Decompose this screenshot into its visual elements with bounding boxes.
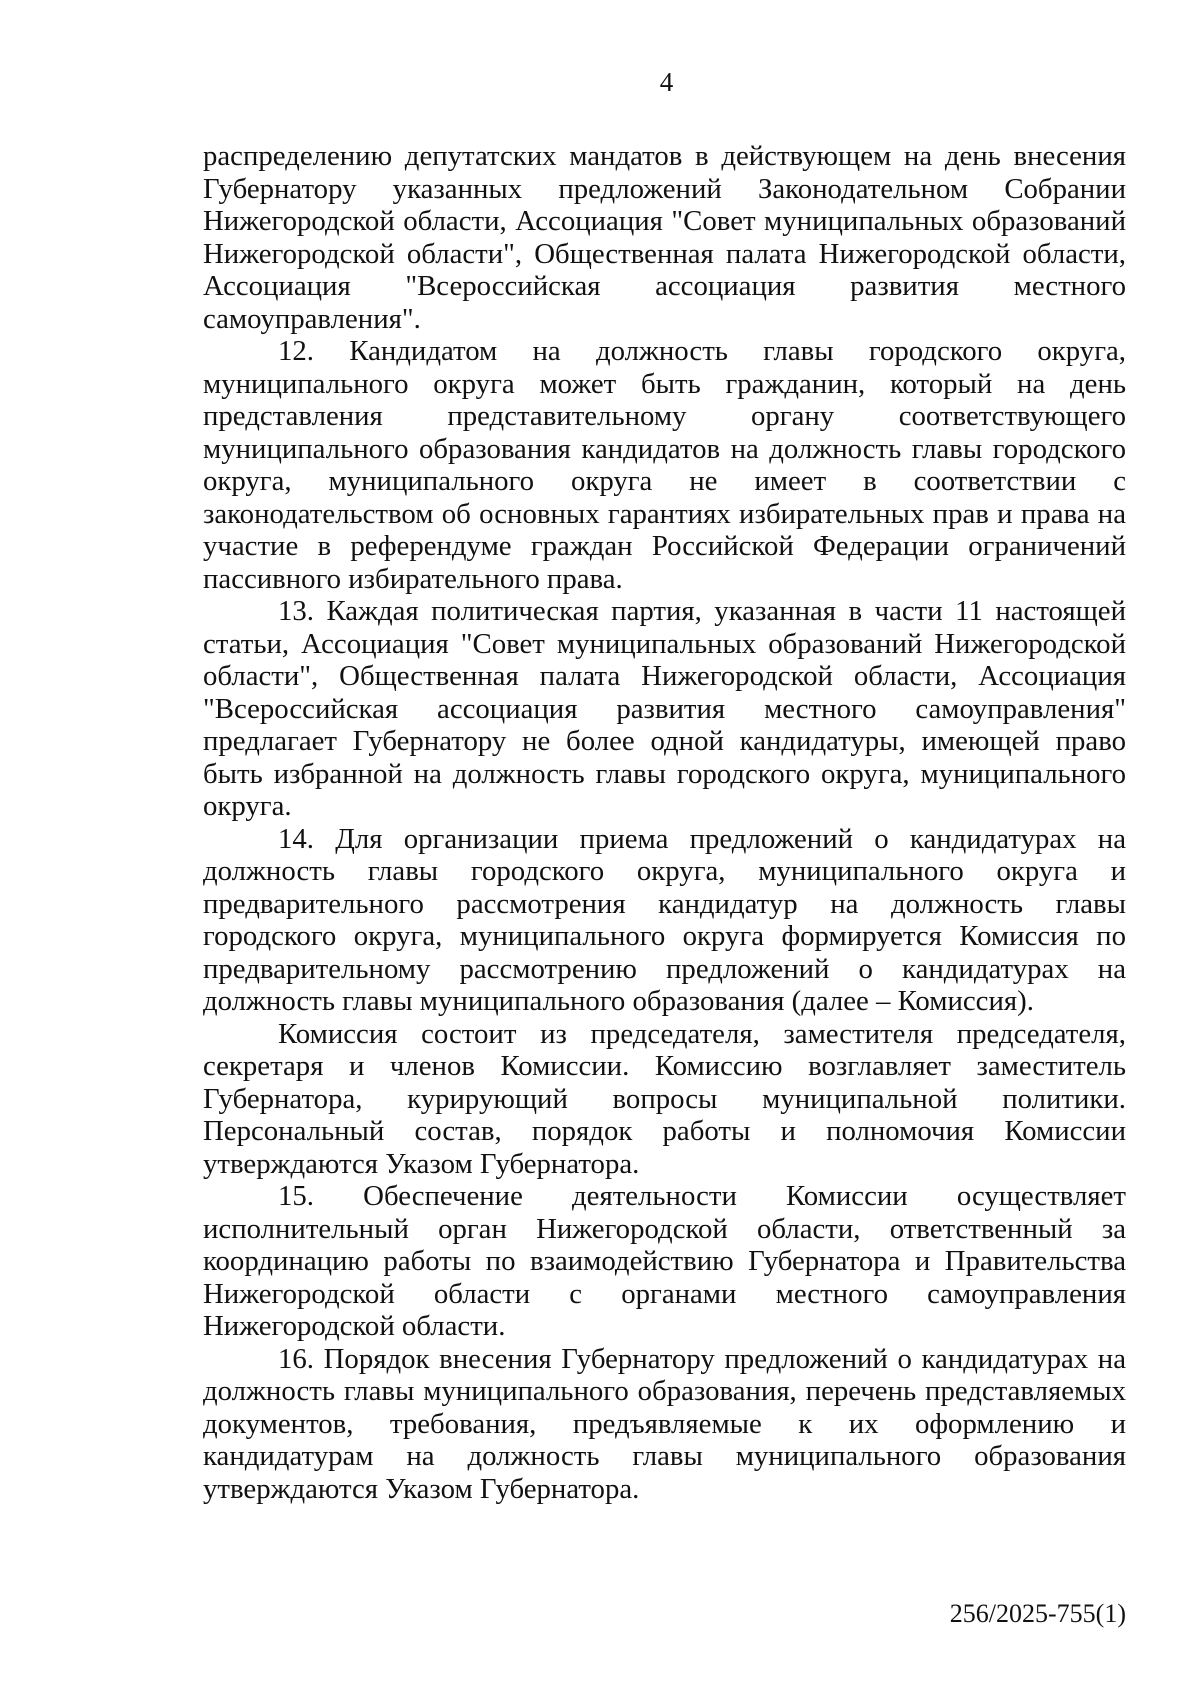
paragraph-continuation: распределению депутатских мандатов в действующем на день внесения Губернатору указанных предложений Законодательном Собрании Нижегородской области, Ассоциация "Совет муниципальных образований Нижегородской области", Общественная палата Нижегородской области, Ассоциация "Всероссийская ассоциация развития местного самоуправления".: [203, 140, 1126, 335]
paragraph-item-15: 15. Обеспечение деятельности Комиссии осуществляет исполнительный орган Нижегородской области, ответственный за координацию работы по взаимодействию Губернатора и Правительства Нижегородской области с органами местного самоуправления Нижегородской области.: [203, 1180, 1126, 1342]
paragraph-item-14: 14. Для организации приема предложений о кандидатурах на должность главы городского округа, муниципального округа и предварительного рассмотрения кандидатур на должность главы городского округа, муниципального округа формируется Комиссия по предварительному рассмотрению предложений о кандидатурах на должность главы муниципального образования (далее – Комиссия).: [203, 822, 1126, 1017]
paragraph-item-12: 12. Кандидатом на должность главы городского округа, муниципального округа может быть гражданин, который на день представления представительному органу соответствующего муниципального образования кандидатов на должность главы городского округа, муниципального округа не имеет в соответствии с законодательством об основных гарантиях избирательных прав и права на участие в референдуме граждан Российской Федерации ограничений пассивного избирательного права.: [203, 335, 1126, 595]
paragraph-item-16: 16. Порядок внесения Губернатору предложений о кандидатурах на должность главы муниципального образования, перечень представляемых документов, требования, предъявляемые к их оформлению и кандидатурам на должность главы муниципального образования утверждаются Указом Губернатора.: [203, 1342, 1126, 1505]
document-body: [203, 140, 1126, 1505]
paragraph-item-13: 13. Каждая политическая партия, указанная в части 11 настоящей статьи, Ассоциация "Совет муниципальных образований Нижегородской области", Общественная палата Нижегородской области, Ассоциация "Всероссийская ассоциация развития местного самоуправления" предлагает Губернатору не более одной кандидатуры, имеющей право быть избранной на должность главы городского округа, муниципального округа.: [203, 595, 1126, 822]
document-code: 256/2025-755(1): [949, 1599, 1126, 1628]
paragraph-commission-composition: Комиссия состоит из председателя, заместителя председателя, секретаря и членов Комиссии. Комиссию возглавляет заместитель Губернатора, курирующий вопросы муниципальной политики. Персональный состав, порядок работы и полномочия Комиссии утверждаются Указом Губернатора.: [203, 1017, 1126, 1180]
page-number: 4: [659, 67, 674, 97]
